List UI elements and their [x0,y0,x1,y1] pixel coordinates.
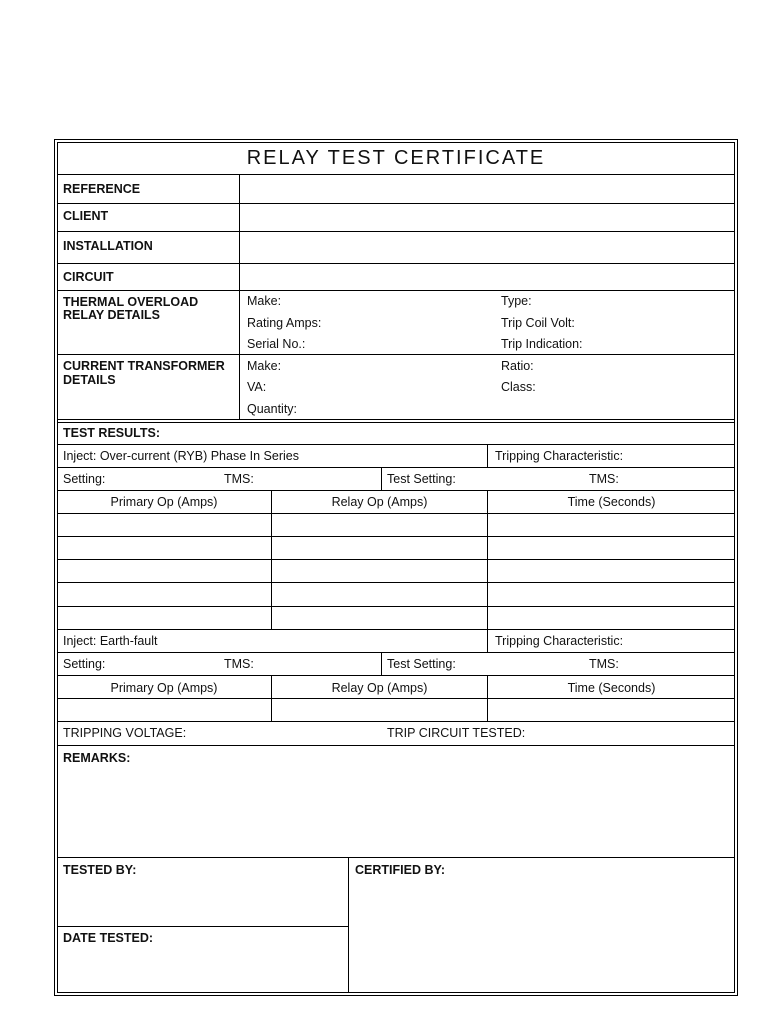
overcurrent-col-relay-op: Relay Op (Amps) [331,495,428,509]
earthfault-test-setting: Test Setting: [387,657,456,671]
tripping-voltage: TRIPPING VOLTAGE: [63,726,187,740]
overcurrent-col-primary-op: Primary Op (Amps) [110,495,218,509]
page-title: RELAY TEST CERTIFICATE [246,147,546,169]
ct-make: Make: [247,359,282,373]
tested-by-label: TESTED BY: [63,863,137,877]
column-divider [348,857,349,993]
divider [57,354,735,355]
divider [57,444,735,445]
column-divider [487,444,488,467]
reference-field[interactable] [240,175,734,203]
divider [57,559,735,560]
divider [57,857,735,858]
overcurrent-tms: TMS: [224,472,254,486]
installation-field[interactable] [240,232,734,263]
ct-quantity: Quantity: [247,402,298,416]
divider [57,629,735,630]
reference-label: REFERENCE [63,182,141,196]
remarks-field[interactable] [58,746,734,857]
divider [57,926,348,927]
overcurrent-inject: Inject: Over-current (RYB) Phase In Series [63,449,299,463]
client-field[interactable] [240,204,734,231]
thermal-type: Type: [501,294,532,308]
circuit-label: CIRCUIT [63,270,114,284]
divider [57,467,735,468]
divider [57,721,735,722]
ct-ratio: Ratio: [501,359,534,373]
column-divider [487,629,488,652]
column-divider [487,490,488,629]
earthfault-inject: Inject: Earth-fault [63,634,158,648]
thermal-make: Make: [247,294,282,308]
column-divider [381,652,382,675]
column-divider [381,467,382,490]
overcurrent-tripping-characteristic: Tripping Characteristic: [495,449,624,463]
divider [57,698,735,699]
ct-class: Class: [501,380,536,394]
remarks-label: REMARKS: [63,751,131,765]
divider [57,675,735,676]
earthfault-col-relay-op: Relay Op (Amps) [331,681,428,695]
column-divider [271,490,272,629]
ct-label-line1: CURRENT TRANSFORMER [63,359,225,373]
installation-label: INSTALLATION [63,239,153,253]
ct-va: VA: [247,380,267,394]
trip-circuit-tested: TRIP CIRCUIT TESTED: [387,726,526,740]
thermal-label-line2: RELAY DETAILS [63,308,161,322]
test-results-label: TEST RESULTS: [63,426,160,440]
overcurrent-setting: Setting: [63,472,106,486]
divider [57,606,735,607]
earthfault-tms: TMS: [224,657,254,671]
certified-by-label: CERTIFIED BY: [355,863,446,877]
divider [57,513,735,514]
divider [57,419,735,420]
earthfault-setting: Setting: [63,657,106,671]
thermal-trip-indication: Trip Indication: [501,337,583,351]
divider [57,490,735,491]
thermal-serial-no: Serial No.: [247,337,306,351]
ct-label-line2: DETAILS [63,373,116,387]
thermal-trip-coil-volt: Trip Coil Volt: [501,316,575,330]
overcurrent-test-setting: Test Setting: [387,472,456,486]
divider [57,582,735,583]
overcurrent-test-tms: TMS: [589,472,619,486]
earthfault-tripping-characteristic: Tripping Characteristic: [495,634,624,648]
divider [57,290,735,291]
earthfault-test-tms: TMS: [589,657,619,671]
thermal-rating-amps: Rating Amps: [247,316,322,330]
thermal-label-line1: THERMAL OVERLOAD [63,295,199,309]
divider [57,536,735,537]
earthfault-col-time: Time (Seconds) [567,681,656,695]
overcurrent-col-time: Time (Seconds) [567,495,656,509]
client-label: CLIENT [63,209,109,223]
circuit-field[interactable] [240,264,734,290]
earthfault-col-primary-op: Primary Op (Amps) [110,681,218,695]
date-tested-label: DATE TESTED: [63,931,154,945]
divider [57,422,735,423]
divider [57,652,735,653]
